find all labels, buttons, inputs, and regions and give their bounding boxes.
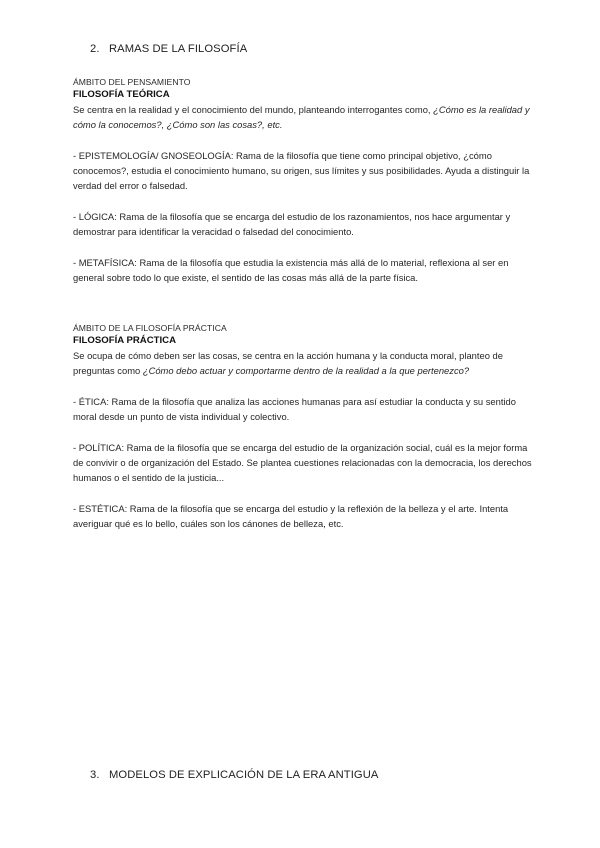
intro-question: ¿Cómo debo actuar y comportarme dentro de la realidad a la que pertenezco? — [142, 365, 470, 377]
intro-text: Se centra en la realidad y el conocimiento del mundo, planteando interrogantes como, — [73, 104, 434, 115]
intro-paragraph — [73, 348, 533, 378]
branch-etica: - ÉTICA: Rama de la filosofía que analiza las acciones humanas para así estudiar la conducta y su sentido moral desde un punto de vista individual y colectivo. — [73, 395, 516, 423]
section-number: 3. — [90, 769, 100, 781]
branch-politica: - POLÍTICA: Rama de la filosofía que se encarga del estudio de la organización social, cuál es la mejor forma de convivir o de organización del Estado. Se plantea cuestiones relacionadas con la democracia, los derechos humanos o el sentido de la justicia... — [73, 441, 532, 484]
intro-text: Se ocupa de cómo deben ser las cosas, se centra en la acción humana y la conducta moral, planteo de preguntas como — [73, 350, 503, 377]
branch-estetica: - ESTÉTICA: Rama de la filosofía que se encarga del estudio y la reflexión de la belleza y el arte. Intenta averiguar qué es lo bello, cuáles son los cánones de belleza, etc. — [73, 502, 509, 530]
section-heading-3 — [90, 769, 378, 781]
subsection-title: FILOSOFÍA PRÁCTICA — [73, 335, 177, 346]
intro-paragraph — [73, 102, 533, 132]
section-title: MODELOS DE EXPLICACIÓN DE LA ERA ANTIGUA — [109, 769, 379, 781]
ambito-label: ÁMBITO DE LA FILOSOFÍA PRÁCTICA — [73, 323, 227, 333]
branch-logica: - LÓGICA: Rama de la filosofía que se encarga del estudio de los razonamientos, nos hace argumentar y demostrar para identificar la veracidad o falsedad del conocimiento. — [73, 211, 511, 238]
section-number: 2. — [90, 43, 100, 55]
intro-question: ¿Cómo es la realidad y cómo la conocemos?, ¿Cómo son las cosas?, etc. — [73, 104, 530, 131]
section-title: RAMAS DE LA FILOSOFÍA — [109, 43, 248, 55]
practica-block — [73, 322, 533, 531]
section-heading-2 — [90, 43, 247, 55]
subsection-title: FILOSOFÍA TEÓRICA — [73, 89, 170, 100]
teorica-block — [73, 76, 533, 285]
branch-epistemologia: - EPISTEMOLOGÍA/ GNOSEOLOGÍA: Rama de la filosofía que tiene como principal objetivo, ¿cómo conocemos?, estudia el conocimiento humano, su origen, sus límites y sus posibilidades. Ayuda a distinguir la verdad del error o falsedad. — [73, 149, 530, 192]
ambito-label: ÁMBITO DEL PENSAMIENTO — [73, 77, 191, 87]
branch-metafisica: - METAFÍSICA: Rama de la filosofía que estudia la existencia más allá de lo material, reflexiona al ser en general sobre todo lo que existe, el sentido de las cosas más allá de la parte física. — [73, 256, 509, 284]
